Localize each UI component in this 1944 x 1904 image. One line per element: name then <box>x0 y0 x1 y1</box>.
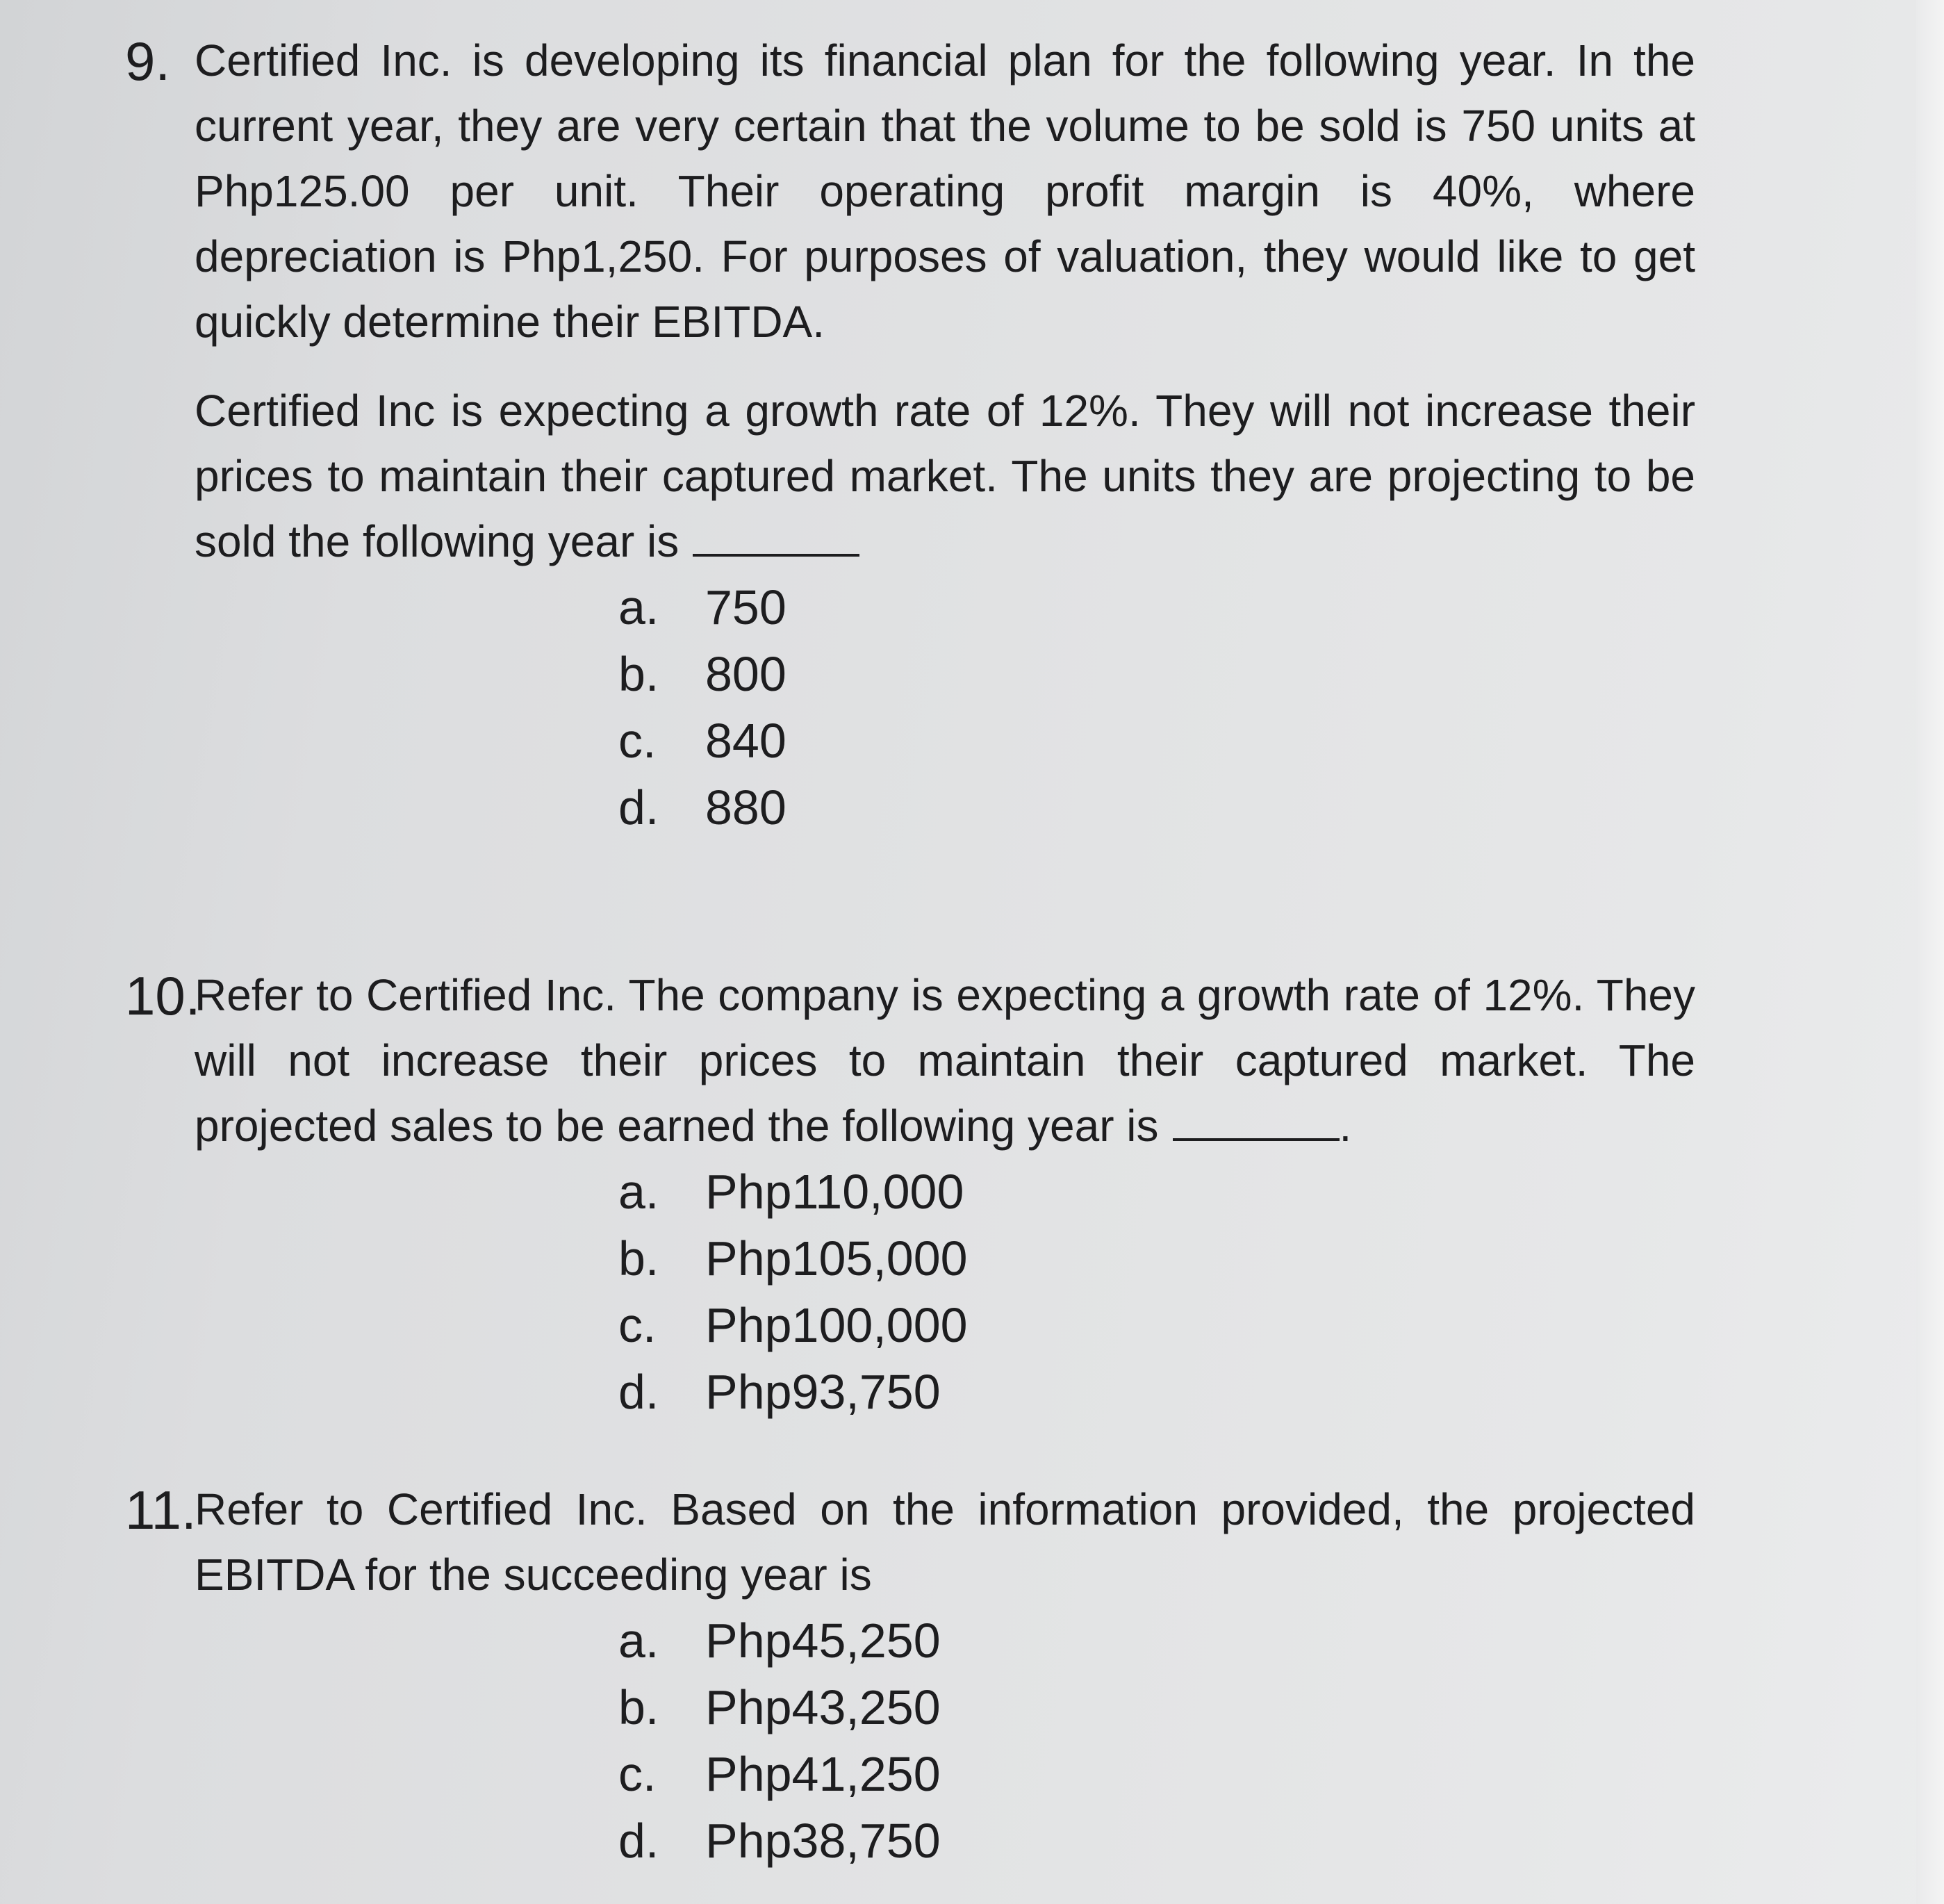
choice-a <box>618 1607 1695 1674</box>
choice-letter: d. <box>618 1814 659 1868</box>
choice-text: Php41,250 <box>705 1747 941 1801</box>
question-paragraph <box>195 962 1695 1158</box>
choice-text: 880 <box>705 780 786 835</box>
answer-blank <box>1173 1138 1340 1141</box>
question-number: 9. <box>125 31 171 92</box>
choice-letter: a. <box>618 1614 659 1668</box>
question-body <box>195 962 1695 1158</box>
question-11 <box>125 1477 1695 1874</box>
answer-choices <box>618 1158 1695 1425</box>
choice-c <box>618 1292 1695 1359</box>
choice-b <box>618 1225 1695 1292</box>
choice-letter: a. <box>618 580 659 634</box>
question-paragraph-text: Refer to Certified Inc. The company is expecting a growth rate of 12%. They will not increase their prices to maintain their captured market. The projected sales to be earned the following year is <box>195 970 1695 1151</box>
choice-text: 750 <box>705 580 786 634</box>
choice-text: Php38,750 <box>705 1814 941 1868</box>
choice-letter: d. <box>618 1365 659 1419</box>
question-paragraph <box>195 378 1695 574</box>
choice-letter: c. <box>618 714 657 768</box>
page-edge <box>1916 0 1944 1904</box>
question-paragraph: Certified Inc. is developing its financial plan for the following year. In the current year, they are very certain that the volume to be sold is 750 units at Php125.00 per unit. Their operating profit margin is 40%, where depreciation is Php1,250. For purposes of valuation, they would like to get quickly determine their EBITDA. <box>195 35 1695 347</box>
question-paragraph-text: Certified Inc is expecting a growth rate of 12%. They will not increase their prices to maintain their captured market. The units they are projecting to be sold the following year is <box>195 386 1695 566</box>
choice-letter: b. <box>618 1680 659 1734</box>
question-number: 11. <box>125 1479 197 1541</box>
choice-d <box>618 1807 1695 1874</box>
choice-b <box>618 641 1695 707</box>
answer-choices <box>618 1607 1695 1874</box>
question-9 <box>125 28 1695 841</box>
question-body <box>195 28 1695 574</box>
choice-letter: c. <box>618 1747 657 1801</box>
choice-a <box>618 574 1695 641</box>
choice-b <box>618 1674 1695 1741</box>
answer-blank <box>693 554 859 557</box>
choice-text: Php105,000 <box>705 1231 968 1286</box>
choice-text: 840 <box>705 714 786 768</box>
question-number: 10. <box>125 965 201 1026</box>
choice-d <box>618 774 1695 841</box>
choice-text: Php43,250 <box>705 1680 941 1734</box>
choice-letter: c. <box>618 1298 657 1352</box>
question-10 <box>125 962 1695 1425</box>
choice-text: Php45,250 <box>705 1614 941 1668</box>
choice-letter: d. <box>618 780 659 835</box>
question-trailing-period: . <box>1339 1101 1352 1151</box>
choice-c <box>618 1741 1695 1807</box>
choice-text: 800 <box>705 647 786 701</box>
choice-letter: b. <box>618 1231 659 1286</box>
choice-text: Php100,000 <box>705 1298 968 1352</box>
question-body <box>195 1477 1695 1607</box>
answer-choices <box>618 574 1695 841</box>
choice-text: Php110,000 <box>705 1165 964 1219</box>
choice-d <box>618 1359 1695 1425</box>
choice-c <box>618 707 1695 774</box>
choice-letter: b. <box>618 647 659 701</box>
question-paragraph: Refer to Certified Inc. Based on the information provided, the projected EBITDA for the succeeding year is <box>195 1484 1695 1600</box>
choice-text: Php93,750 <box>705 1365 941 1419</box>
choice-a <box>618 1158 1695 1225</box>
choice-letter: a. <box>618 1165 659 1219</box>
